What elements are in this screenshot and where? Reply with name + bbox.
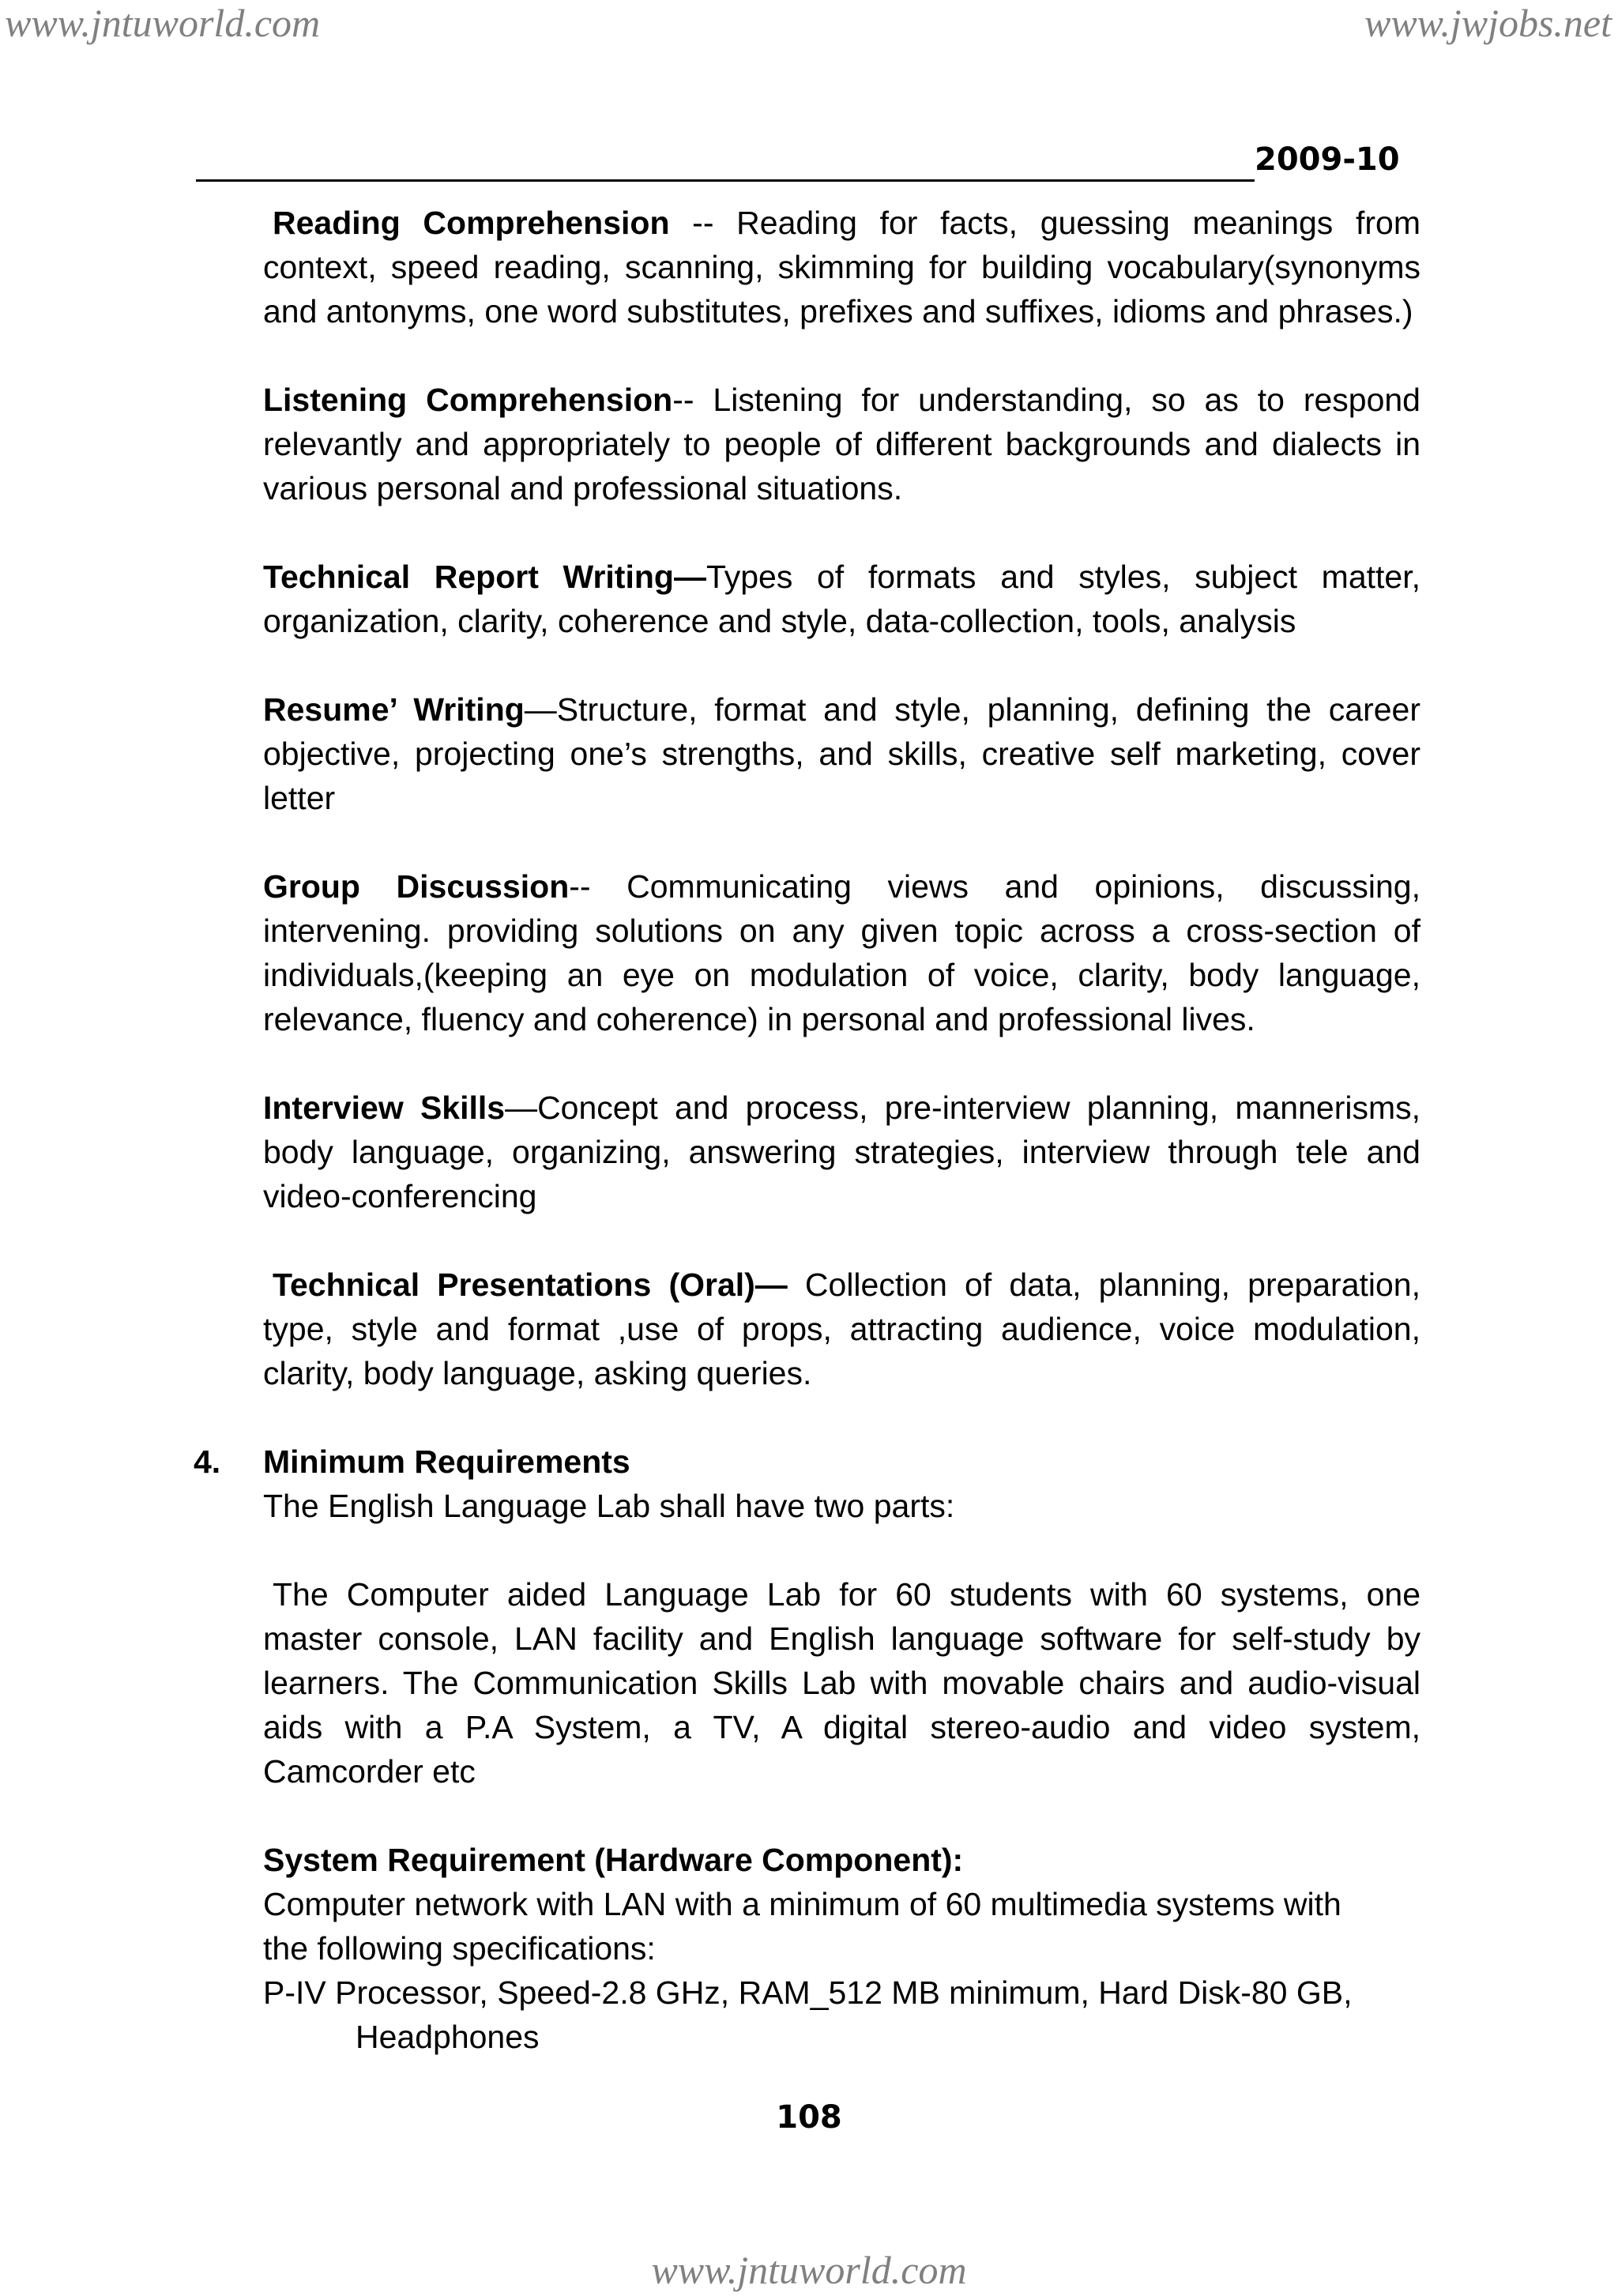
page-content: [194, 201, 1420, 2059]
section-intro: The English Language Lab shall have two parts:: [263, 1488, 955, 1524]
paragraph-technical-presentations: [263, 1263, 1420, 1395]
lab-description: [263, 1572, 1420, 1794]
page-number: 108: [776, 2099, 842, 2136]
paragraph-heading: Listening Comprehension: [263, 382, 673, 418]
system-requirement-specs: [263, 1970, 1420, 2059]
paragraph-body: —Structure, format and style, planning, defining the career objective, projecting one’s strengths, and skills, creative self marketing, cover letter: [263, 691, 1420, 816]
header-year: 2009-10: [1255, 141, 1400, 178]
paragraph-listening-comprehension: [263, 378, 1420, 510]
paragraph-heading: Resume’ Writing: [263, 691, 525, 728]
system-requirement-line1: Computer network with LAN with a minimum of 60 multimedia systems with the following specifications:: [263, 1886, 1341, 1967]
paragraph-reading-comprehension: [263, 201, 1420, 333]
paragraph-body: -- Communicating views and opinions, discussing, intervening. providing solutions on any given topic across a cross-section of individuals,(keeping an eye on modulation of voice, clarity, body language, relevance, fluency and coherence) in personal and professional lives.: [263, 868, 1420, 1037]
lab-description-text: The Computer aided Language Lab for 60 students with 60 systems, one master console, LAN facility and English language software for self-study by learners. The Communication Skills Lab with movable chairs and audio-visual aids with a P.A System, a TV, A digital stereo-audio and video system, Camcorder etc: [263, 1576, 1420, 1790]
paragraph-technical-report-writing: [263, 555, 1420, 643]
paragraph-heading: Reading Comprehension: [273, 205, 670, 241]
paragraph-group-discussion: [263, 864, 1420, 1041]
paragraph-heading: Interview Skills: [263, 1090, 506, 1126]
paragraph-body: Collection of data, planning, preparation, type, style and format ,use of props, attracting audience, voice modulation, clarity, body language, asking queries.: [263, 1267, 1420, 1391]
paragraph-resume-writing: [263, 687, 1420, 820]
paragraph-heading: Group Discussion: [263, 868, 570, 905]
paragraph-body: Types of formats and styles, subject matter, organization, clarity, coherence and style, data-collection, tools, analysis: [263, 559, 1420, 639]
system-requirement-line3: Headphones: [356, 2019, 540, 2055]
system-requirement-title: System Requirement (Hardware Component):: [263, 1842, 964, 1878]
paragraph-interview-skills: [263, 1086, 1420, 1218]
paragraph-heading: Technical Presentations (Oral)—: [273, 1267, 788, 1303]
watermark-bottom: www.jntuworld.com: [651, 2248, 967, 2292]
paragraph-body: -- Listening for understanding, so as to respond relevantly and appropriately to people of different backgrounds and dialects in various personal and professional situations.: [263, 382, 1420, 506]
section-title: Minimum Requirements: [263, 1443, 630, 1480]
paragraph-body: —Concept and process, pre-interview planning, mannerisms, body language, organizing, answering strategies, interview through tele and video-conferencing: [263, 1090, 1420, 1214]
header-rule: [196, 179, 1255, 182]
paragraph-body: -- Reading for facts, guessing meanings from context, speed reading, scanning, skimming for building vocabulary(synonyms and antonyms, one word substitutes, prefixes and suffixes, idioms and phrases.): [263, 205, 1420, 329]
watermark-top-left: www.jntuworld.com: [5, 1, 321, 45]
section-minimum-requirements: [194, 1440, 1420, 2059]
paragraph-heading: Technical Report Writing—: [263, 559, 706, 595]
system-requirement-line2: P-IV Processor, Speed-2.8 GHz, RAM_512 MB minimum, Hard Disk-80 GB,: [263, 1974, 1353, 2011]
watermark-top-right: www.jwjobs.net: [1364, 1, 1612, 45]
section-number: 4.: [194, 1443, 221, 1480]
